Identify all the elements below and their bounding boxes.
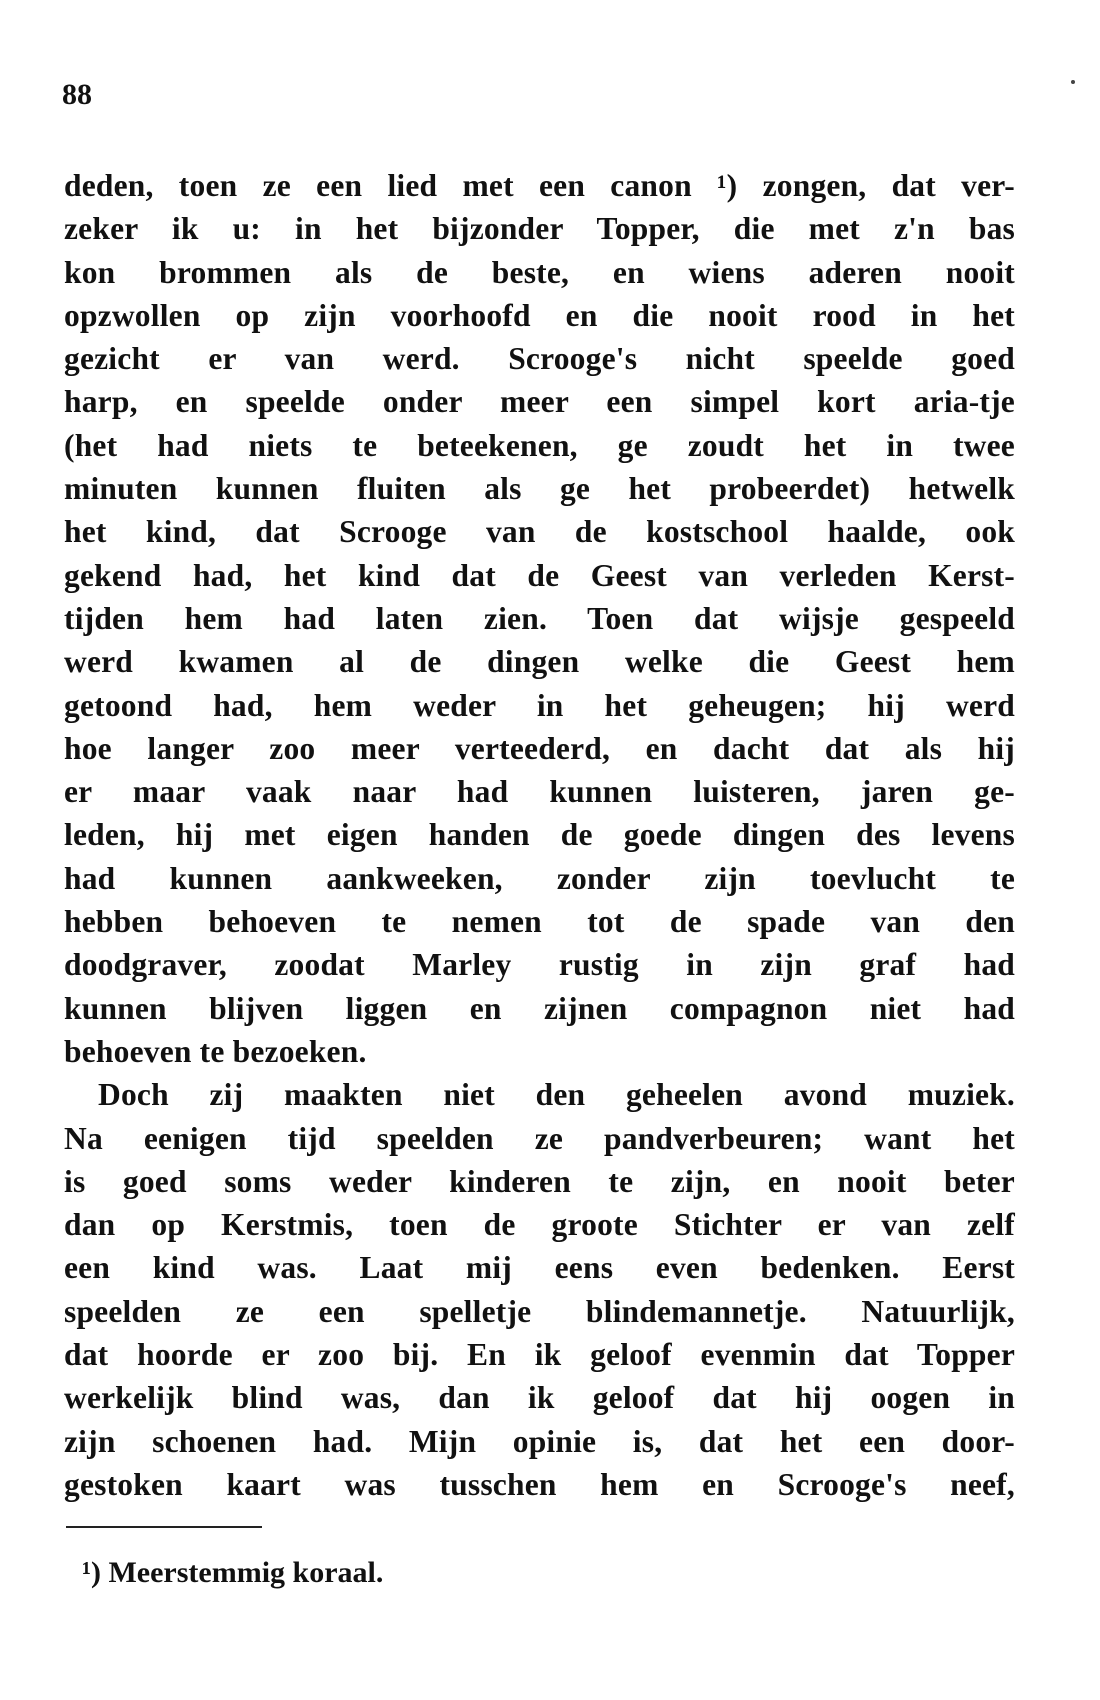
text-line: Na eenigen tijd speelden ze pandverbeuren; want het xyxy=(64,1120,1015,1156)
text-line: kon brommen als de beste, en wiens aderen nooit xyxy=(64,254,1015,290)
text-line: hebben behoeven te nemen tot de spade van den xyxy=(64,904,1015,940)
page-number: 88 xyxy=(62,78,92,111)
text-line: werd kwamen al de dingen welke die Geest hem xyxy=(64,644,1015,680)
text-line: gezicht er van werd. Scrooge's nicht speelde goed xyxy=(64,341,1015,377)
text-line: tijden hem had laten zien. Toen dat wijsje gespeeld xyxy=(64,600,1015,636)
text-line: zeker ik u: in het bijzonder Topper, die met z'n bas xyxy=(64,211,1015,247)
text-line: er maar vaak naar had kunnen luisteren, jaren ge- xyxy=(64,774,1015,810)
text-line: kunnen blijven liggen en zijnen compagnon niet had xyxy=(64,990,1015,1026)
footnote-divider xyxy=(66,1526,262,1528)
text-line: werkelijk blind was, dan ik geloof dat hij oogen in xyxy=(64,1380,1015,1416)
text-line: had kunnen aankweeken, zonder zijn toevlucht te xyxy=(64,860,1015,896)
text-line: speelden ze een spelletje blindemannetje. Natuurlijk, xyxy=(64,1293,1015,1329)
text-line: Doch zij maakten niet den geheelen avond muziek. xyxy=(98,1077,1015,1113)
text-line: deden, toen ze een lied met een canon ¹) zongen, dat ver- xyxy=(64,168,1015,203)
text-line: minuten kunnen fluiten als ge het probeerdet) hetwelk xyxy=(64,471,1015,507)
footnote: ¹) Meerstemmig koraal. xyxy=(82,1556,384,1589)
text-line: opzwollen op zijn voorhoofd en die nooit rood in het xyxy=(64,297,1015,333)
text-line: harp, en speelde onder meer een simpel kort aria-tje xyxy=(64,384,1015,420)
text-line: hoe langer zoo meer verteederd, en dacht dat als hij xyxy=(64,730,1015,766)
text-line: gekend had, het kind dat de Geest van verleden Kerst- xyxy=(64,557,1015,593)
text-line: een kind was. Laat mij eens even bedenken. Eerst xyxy=(64,1250,1015,1286)
text-line: dan op Kerstmis, toen de groote Stichter er van zelf xyxy=(64,1207,1015,1243)
text-line: zijn schoenen had. Mijn opinie is, dat het een door- xyxy=(64,1423,1015,1459)
scan-speck xyxy=(1071,80,1075,84)
text-line: doodgraver, zoodat Marley rustig in zijn graf had xyxy=(64,947,1015,983)
text-line: dat hoorde er zoo bij. En ik geloof evenmin dat Topper xyxy=(64,1337,1015,1373)
text-line: getoond had, hem weder in het geheugen; hij werd xyxy=(64,687,1015,723)
body-text xyxy=(64,164,1015,1506)
text-line: gestoken kaart was tusschen hem en Scrooge's neef, xyxy=(64,1466,1015,1502)
text-line: het kind, dat Scrooge van de kostschool haalde, ook xyxy=(64,514,1015,550)
text-line: is goed soms weder kinderen te zijn, en nooit beter xyxy=(64,1163,1015,1199)
text-line: leden, hij met eigen handen de goede dingen des levens xyxy=(64,817,1015,853)
text-line: behoeven te bezoeken. xyxy=(64,1033,367,1069)
text-line: (het had niets te beteekenen, ge zoudt het in twee xyxy=(64,427,1015,463)
